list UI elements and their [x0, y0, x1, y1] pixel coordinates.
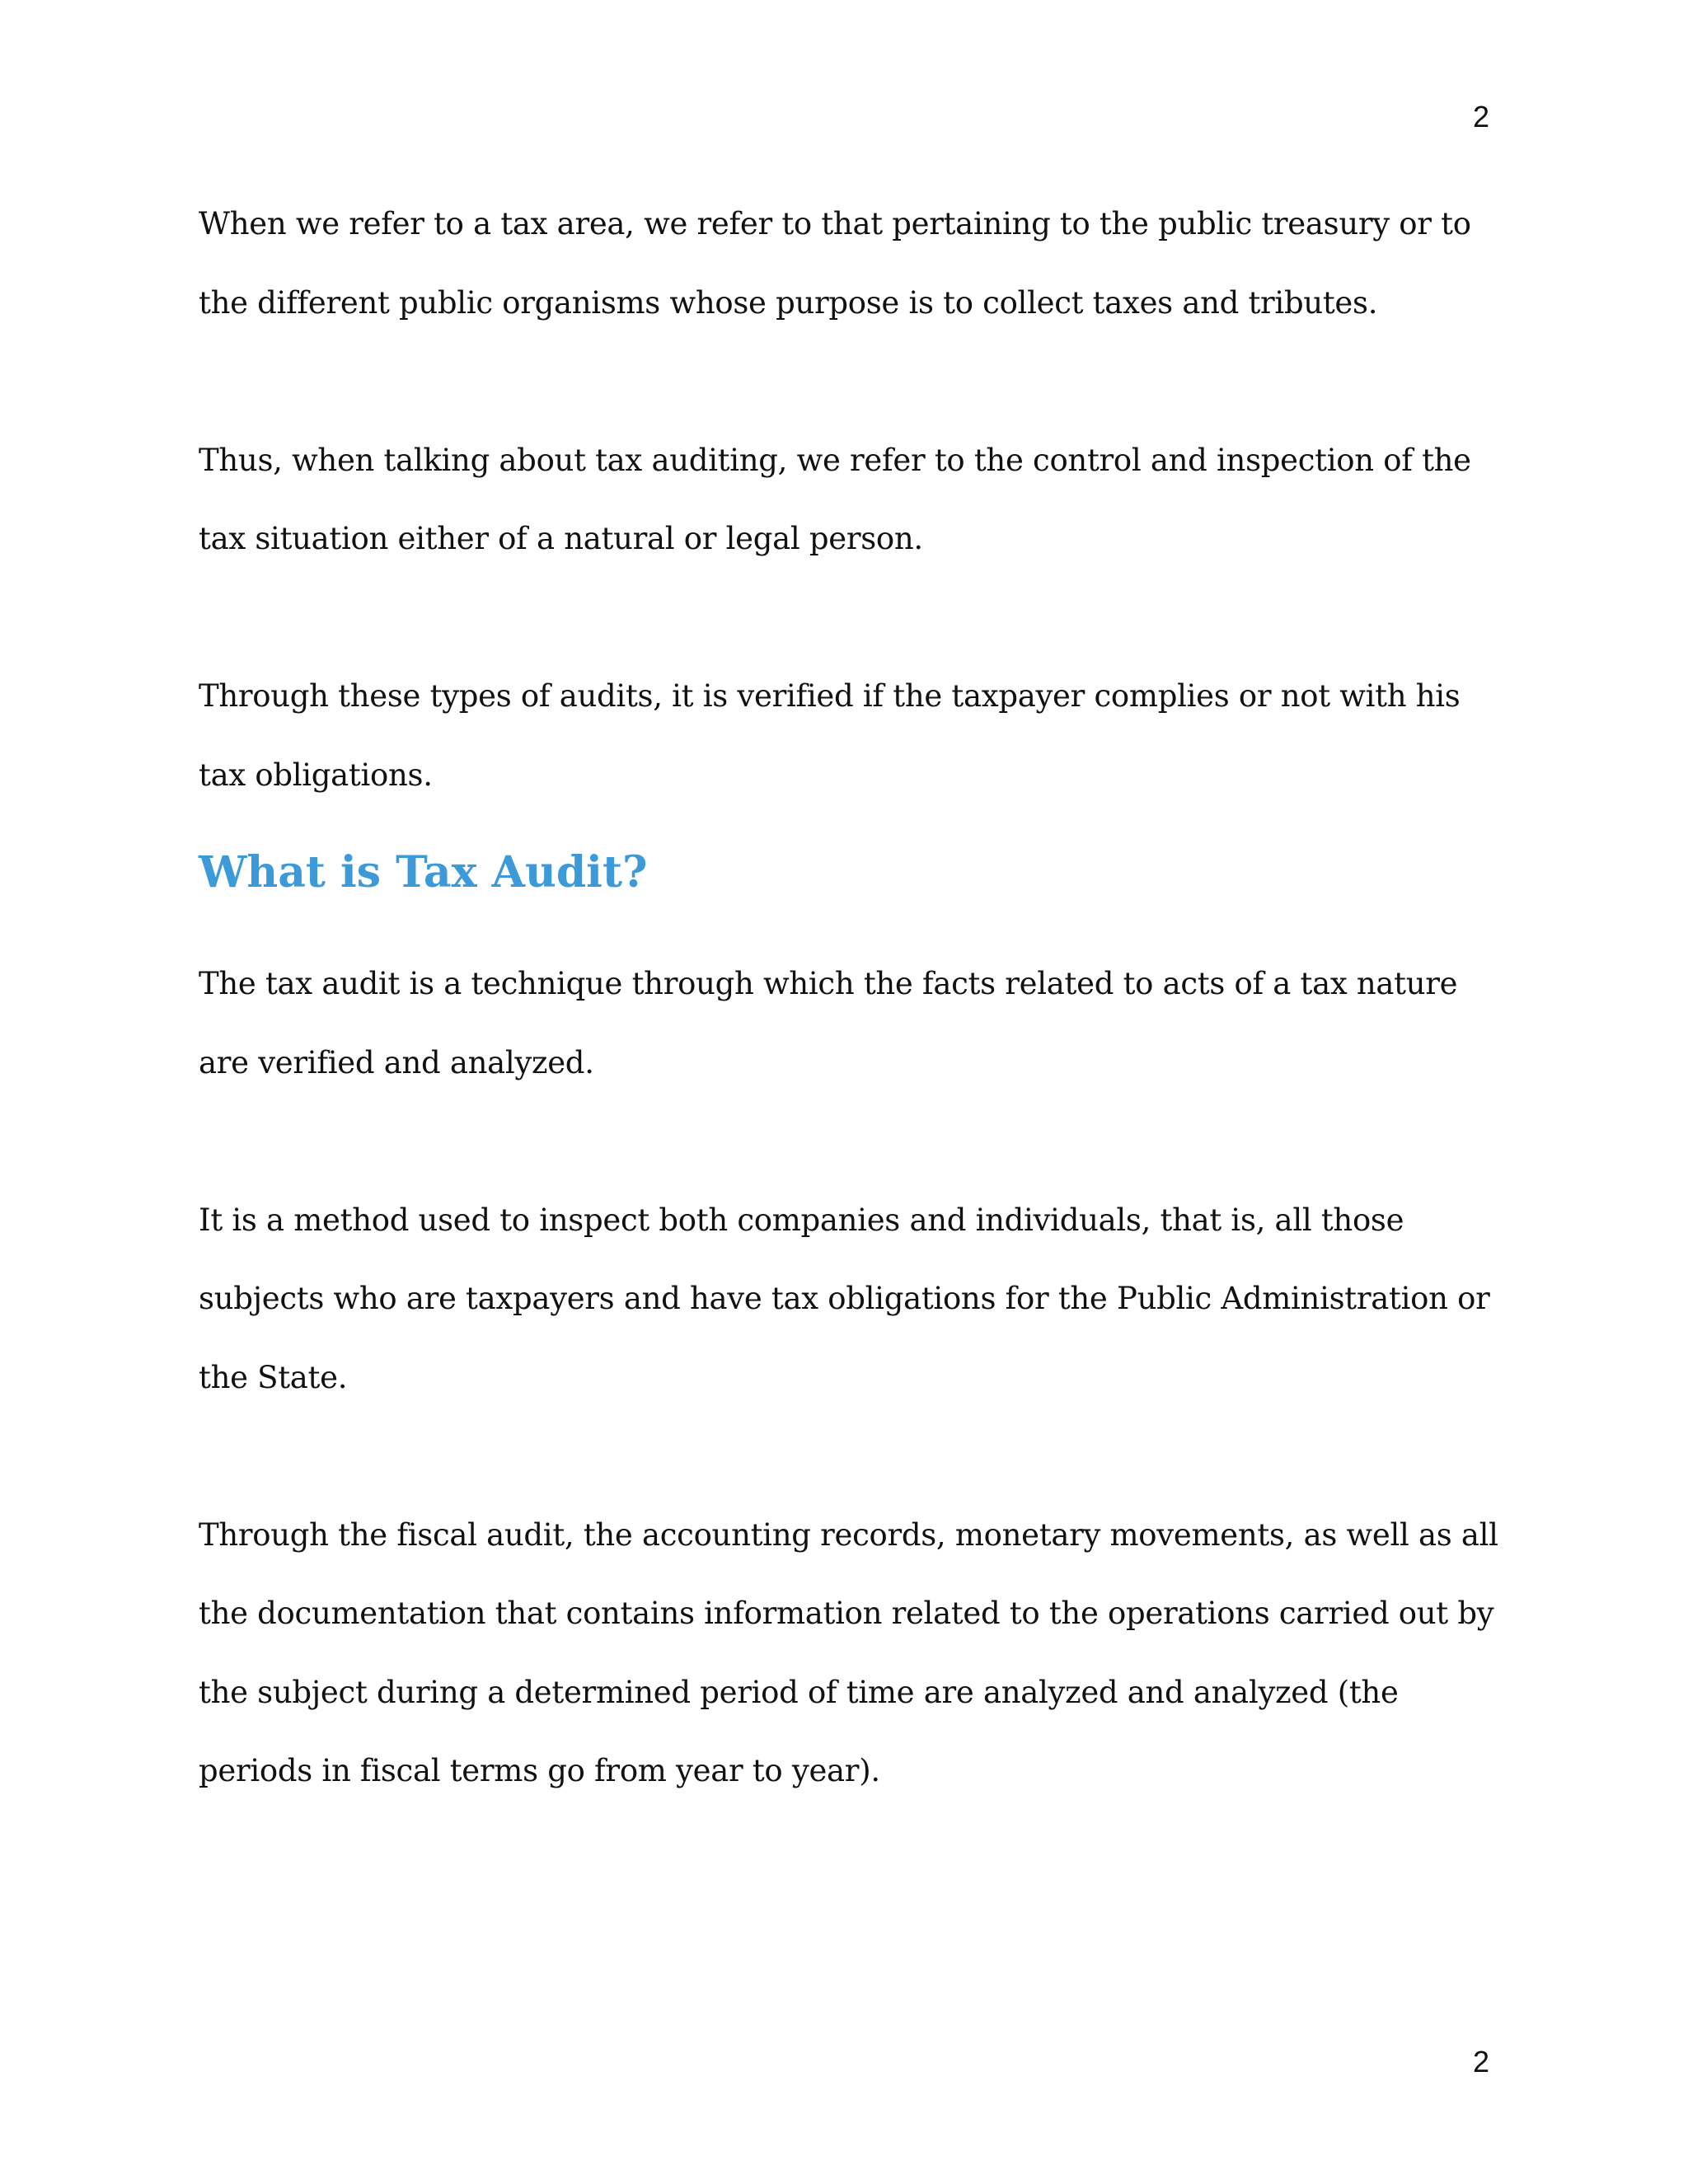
paragraph-tax-audit-definition: The tax audit is a technique through which the facts related to acts of a tax nature are verified and analyzed. [199, 966, 1458, 1080]
footer-page-number: 2 [1472, 2045, 1489, 2079]
paragraph-audit-method: It is a method used to inspect both companies and individuals, that is, all those subjects who are taxpayers and have tax obligations for the Public Administration or the State. [199, 1202, 1490, 1395]
paragraph-tax-auditing: Thus, when talking about tax auditing, we refer to the control and inspection of the tax situation either of a natural or legal person. [199, 442, 1471, 556]
paragraph-audit-verification: Through these types of audits, it is verified if the taxpayer complies or not with his tax obligations. [199, 678, 1461, 793]
paragraph-tax-area: When we refer to a tax area, we refer to that pertaining to the public treasury or to the different public organisms whose purpose is to collect taxes and tributes. [199, 206, 1471, 321]
paragraph-fiscal-audit: Through the fiscal audit, the accounting records, monetary movements, as well as all the documentation that contains information related to the operations carried out by the subject during a determined period of time are analyzed and analyzed (the periods in fiscal terms go from year to year). [199, 1516, 1498, 1789]
section-heading: What is Tax Audit? [199, 847, 648, 898]
header-page-number: 2 [1472, 100, 1489, 134]
document-body [199, 185, 1501, 1889]
